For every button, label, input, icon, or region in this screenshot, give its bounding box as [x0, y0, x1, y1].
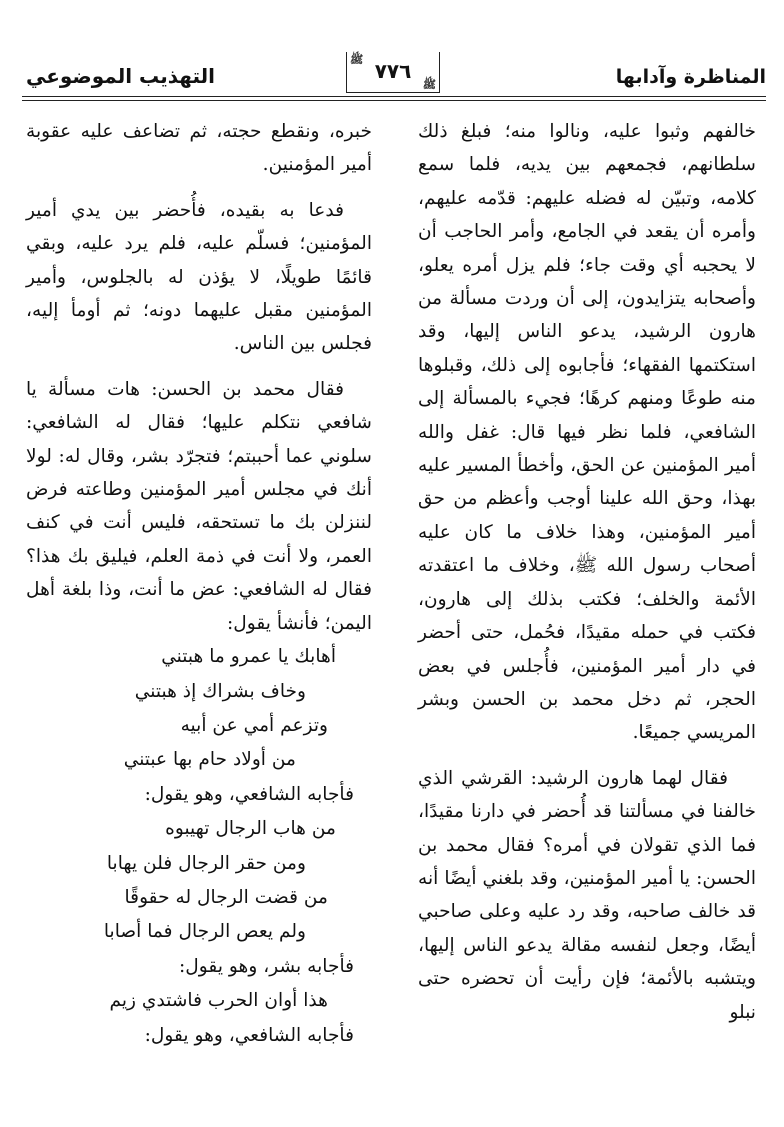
page-number-box	[346, 52, 440, 93]
paragraph: فقال لهما هارون الرشيد: القرشي الذي خالفنا في مسألتنا قد أُحضر في دارنا مقيدًا، فما الذي تقولان في أمره؟ فقال محمد بن الحسن: يا أمير المؤمنين، وقد بلغني أيضًا أنه قد خالف صاحبه، وقد رد عليه وعلى صاحبي أيضًا، وجعل لنفسه مقالة يدعو الناس إليها، ويتشبه بالأئمة؛ فإن رأيت أن تحضره حتى نبلو	[418, 767, 756, 1023]
poem-verse: وتزعم أمي عن أبيه	[180, 714, 328, 736]
ornament-icon: ﷺ	[422, 78, 436, 91]
poem-verse: هذا أوان الحرب فاشتدي زيم	[109, 990, 328, 1012]
header-divider-thin	[22, 100, 766, 101]
poem-verse: أهابك يا عمرو ما هبتني	[161, 646, 336, 668]
book-title: التهذيب الموضوعي	[26, 64, 216, 88]
header-divider	[22, 96, 766, 97]
verse-intro: فأجابه الشافعي، وهو يقول:	[144, 783, 354, 805]
ornament-icon: ﷺ	[350, 53, 364, 66]
page-number: ٧٧٦	[374, 59, 412, 83]
poem-verse: من هاب الرجال تهيبوه	[165, 818, 336, 840]
chapter-title: المناظرة وآدابها	[615, 66, 766, 88]
left-column	[26, 115, 372, 1053]
right-column	[418, 115, 756, 1029]
poem-verse: ولم يعص الرجال فما أصابا	[103, 921, 306, 943]
verse-intro: فأجابه بشر، وهو يقول:	[179, 955, 354, 977]
page-header	[22, 52, 766, 100]
poem-verse: من قضت الرجال له حقوقًا	[124, 886, 328, 908]
paragraph: خبره، ونقطع حجته، ثم تضاعف عليه عقوبة أمير المؤمنين.	[26, 121, 372, 176]
poem-verse: ومن حقر الرجال فلن يهابا	[106, 852, 306, 874]
poem-verse: وخاف بشراك إذ هبتني	[134, 680, 306, 702]
paragraph: فدعا به بقيده، فأُحضر بين يدي أمير المؤمنين؛ فسلّم عليه، فلم يرد عليه، وبقي قائمًا طويلًا، لا يؤذن له بالجلوس، وأمير المؤمنين مقبل عليهما دونه؛ ثم أومأ إليه، فجلس بين الناس.	[26, 199, 372, 355]
poem-verse: من أولاد حام بها عبتني	[123, 749, 296, 771]
paragraph: خالفهم وثبوا عليه، ونالوا منه؛ فبلغ ذلك سلطانهم، فجمعهم بين يديه، فلما سمع كلامه، وتبيّن له فضله عليهم: قدّمه عليهم، وأمره أن يقعد في الجامع، وأمر الحاجب أن لا يحجبه أي وقت جاء؛ فلم يزل أمره يعلو، وأصحابه يتزايدون، إلى أن وردت مسألة من هارون الرشيد، يدعو الناس إليها، وقد استكتمها الفقهاء؛ فأجابوه إلى ذلك، وقبلوها منه طوعًا ومنهم كرهًا؛ فجيء بالمسألة إلى الشافعي، فلما نظر فيها قال: غفل والله أمير المؤمنين عن الحق، وأخطأ المسير عليه بهذا، وحق الله علينا أوجب وأعظم من حق أمير المؤمنين، وهذا خلاف ما كان عليه أصحاب رسول الله ﷺ، وخلاف ما اعتقدته الأئمة والخلف؛ فكتب بذلك إلى هارون، فكتب في حمله مقيدًا، فحُمل، حتى أحضر في دار أمير المؤمنين، فأُجلس في بعض الحجر، ثم دخل محمد بن الحسن وبشر المريسي جميعًا.	[418, 121, 756, 744]
verse-intro: فأجابه الشافعي، وهو يقول:	[144, 1024, 354, 1046]
paragraph: فقال محمد بن الحسن: هات مسألة يا شافعي نتكلم عليها؛ فقال له الشافعي: سلوني عما أحببتم؛ فتجرّد بشر، وقال له: لولا أنك في مجلس أمير المؤمنين وطاعته فرض لننزلن بك ما تستحقه، فليس أنت في كنف العمر، ولا أنت في ذمة العلم، فيليق بك هذا؟ فقال له الشافعي: عض ما أنت، وذا بلغة أهل اليمن؛ فأنشأ يقول:	[26, 378, 372, 634]
